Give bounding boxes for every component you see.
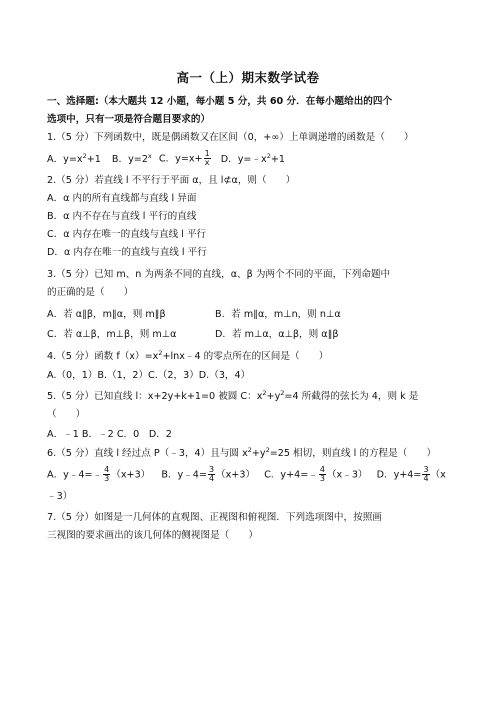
q6-option-d-continuation: ﹣3）: [47, 491, 73, 502]
q7-stem-line2: 三视图的要求画出的该几何体的侧视图是（ ）: [47, 530, 259, 541]
q6-option-b: B．y﹣4= $\frac{3}{4}$ （x+3）: [161, 465, 256, 483]
q6-option-a-fraction: $\frac{4}{3}$: [104, 465, 110, 483]
q6-option-a: A．y﹣4=﹣ $\frac{4}{3}$ （x+3）: [47, 465, 151, 483]
q6-stem: 6.（5 分）直线 l 经过点 P（﹣3，4）且与圆 $x^2+y^2=25$ 相切，则直线 l 的方程是（ ）: [47, 445, 437, 459]
section-heading-line1: 一、选择题:（本大题共 12 小题，每小题 5 分，共 60 分．在每小题给出的四个: [47, 96, 393, 107]
q1-option-a: A．$y=x^2+1$: [47, 151, 101, 165]
q3-option-a: A．若 α∥β，m∥α，则 m∥β: [47, 309, 166, 320]
q2-option-a: A．α 内的所有直线都与直线 l 异面: [47, 193, 197, 204]
q3-option-d: D．若 m⊥α，α⊥β，则 α∥β: [215, 329, 339, 340]
q2-stem: 2.（5 分）若直线 l 不平行于平面 α，且 l⊄α，则（ ）: [47, 175, 296, 186]
q6-option-c-fraction: $\frac{4}{3}$: [319, 465, 325, 483]
q5-options: A．﹣1 B．﹣2 C．0 D．2: [47, 429, 172, 440]
q3-options-row1: [47, 309, 341, 321]
page-title: 高一（上）期末数学试卷: [176, 70, 320, 85]
q2-option-c: C．α 内存在唯一的直线与直线 l 平行: [47, 229, 207, 240]
q3-option-b: B．若 m∥α，m⊥n，则 n⊥α: [215, 309, 341, 320]
q1-option-d: D．$y=﹣x^2+1$: [220, 151, 285, 165]
q3-stem-line2: 的正确的是（ ）: [47, 287, 134, 298]
q2-option-d: D．α 内存在唯一的直线与直线 l 平行: [47, 247, 207, 258]
q6-option-b-fraction: $\frac{3}{4}$: [208, 465, 215, 483]
q2-option-b: B．α 内不存在与直线 l 平行的直线: [47, 211, 197, 222]
q5-stem-line2: （ ）: [47, 409, 86, 420]
q3-stem-line1: 3.（5 分）已知 m、n 为两条不同的直线，α、β 为两个不同的平面，下列命题中: [47, 269, 391, 280]
q7-stem-line1: 7.（5 分）如图是一几何体的直观图、正视图和俯视图．下列选项图中，按照画: [47, 512, 382, 523]
q6-option-d: D．y+4= $\frac{3}{4}$ （x: [376, 465, 446, 483]
q4-options: A.（0，1）B.（1，2）C.（2，3）D.（3，4）: [47, 370, 251, 381]
q3-option-c: C．若 α⊥β，m⊥β，则 m⊥α: [47, 329, 177, 340]
section-heading-line2: 选项中，只有一项是符合题目要求的）: [47, 114, 211, 125]
q1-option-b: B．$y=2^x$: [111, 151, 152, 165]
q6-option-c: C．y+4=﹣ $\frac{4}{3}$ （x﹣3）: [264, 465, 368, 483]
q3-options-row2: [47, 329, 339, 341]
q1-stem: 1.（5 分）下列函数中，既是偶函数又在区间（0，+∞）上单调递增的函数是（ ）: [47, 132, 414, 143]
q1-option-c: C．y=x+ $\frac{1}{x}$: [158, 149, 210, 167]
q4-stem: 4.（5 分）函数 $f(x)=x^2+\ln x﹣4$ 的零点所在的区间是（ ）: [47, 348, 329, 362]
q1-options: [47, 150, 285, 167]
q5-stem-line1: 5.（5 分）已知直线 l：x+2y+k+1=0 被圆 C：$x^2+y^2=4$ 所截得的弦长为 4，则 k 是: [47, 388, 419, 402]
q6-option-d-fraction: $\frac{3}{4}$: [423, 465, 429, 483]
q1-option-c-fraction: $\frac{1}{x}$: [204, 149, 210, 167]
q6-options: [47, 466, 446, 483]
